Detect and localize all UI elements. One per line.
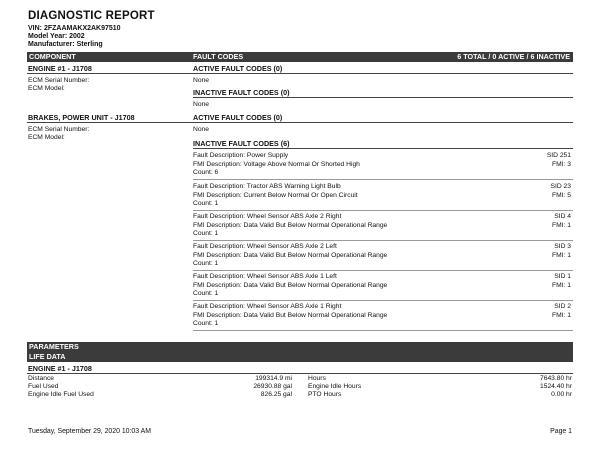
fault-codes-column-header: FAULT CODES xyxy=(193,52,244,61)
param-value: 7643.80 hr xyxy=(540,375,572,382)
fault-summary: 6 TOTAL / 0 ACTIVE / 6 INACTIVE xyxy=(457,52,570,61)
fault-description: Fault Description: Wheel Sensor ABS Axle 1 Right xyxy=(193,303,342,310)
fault-sid: SID 3 xyxy=(554,243,571,250)
fault-count: Count: 1 xyxy=(193,320,219,328)
footer-date: Tuesday, September 29, 2020 10:03 AM xyxy=(28,428,151,435)
param-value: 826.25 gal xyxy=(260,391,292,398)
engine-active-heading: ACTIVE FAULT CODES (0) xyxy=(193,64,283,73)
fault-fmi: FMI: 1 xyxy=(552,221,571,229)
fault-description: Fault Description: Wheel Sensor ABS Axle 2 Left xyxy=(193,243,337,250)
fault-count: Count: 1 xyxy=(193,290,219,298)
vehicle-info xyxy=(28,25,121,50)
fault-divider xyxy=(193,330,573,331)
engine-ecm-serial-label: ECM Serial Number: xyxy=(28,77,90,84)
fmi-description: FMI Description: Current Below Normal Or Open Circuit xyxy=(193,191,358,199)
fault-divider xyxy=(193,210,573,211)
params-divider xyxy=(27,373,573,374)
fault-entry xyxy=(193,243,573,269)
fault-fmi: FMI: 1 xyxy=(552,251,571,259)
manufacturer-text: Manufacturer: Sterling xyxy=(28,41,103,49)
engine-ecm-model-label: ECM Model: xyxy=(28,85,65,92)
engine-inactive-divider xyxy=(193,97,573,98)
fault-entry xyxy=(193,183,573,209)
brakes-active-heading: ACTIVE FAULT CODES (0) xyxy=(193,113,283,122)
fault-divider xyxy=(193,179,573,180)
fault-fmi: FMI: 3 xyxy=(552,160,571,168)
parameters-heading: PARAMETERS xyxy=(29,342,79,351)
engine-component-name: ENGINE #1 - J1708 xyxy=(28,64,92,73)
param-label: Hours xyxy=(308,375,326,382)
param-label: Engine Idle Fuel Used xyxy=(28,391,94,398)
fmi-description: FMI Description: Voltage Above Normal Or Shorted High xyxy=(193,160,360,168)
param-value: 1524.40 hr xyxy=(540,383,572,390)
fmi-description: FMI Description: Data Valid But Below Normal Operational Range xyxy=(193,251,388,259)
fault-count: Count: 6 xyxy=(193,169,219,177)
report-title: DIAGNOSTIC REPORT xyxy=(28,10,155,22)
brakes-component-name: BRAKES, POWER UNIT - J1708 xyxy=(28,113,135,122)
fault-codes-header-bar xyxy=(27,52,573,62)
fault-count: Count: 1 xyxy=(193,230,219,238)
fmi-description: FMI Description: Data Valid But Below Normal Operational Range xyxy=(193,221,388,229)
param-label: Engine Idle Hours xyxy=(308,383,362,390)
brakes-section-divider xyxy=(27,122,573,123)
fault-description: Fault Description: Tractor ABS Warning Light Bulb xyxy=(193,183,341,190)
brakes-ecm-model-label: ECM Model: xyxy=(28,134,65,141)
param-label: Distance xyxy=(28,375,55,382)
vin-text: VIN: 2FZAAMAKX2AK97510 xyxy=(28,25,121,32)
fault-description: Fault Description: Wheel Sensor ABS Axle 1 Left xyxy=(193,273,337,280)
fault-divider xyxy=(193,300,573,301)
param-label: Fuel Used xyxy=(28,383,59,390)
fault-fmi: FMI: 1 xyxy=(552,281,571,289)
fault-divider xyxy=(193,270,573,271)
fault-sid: SID 2 xyxy=(554,303,571,310)
brakes-ecm-serial-label: ECM Serial Number: xyxy=(28,126,90,133)
engine-active-none: None xyxy=(193,77,209,84)
param-value: 199314.9 mi xyxy=(255,375,292,382)
model-year-text: Model Year: 2002 xyxy=(28,33,85,41)
fault-entry xyxy=(193,273,573,299)
component-column-header: COMPONENT xyxy=(29,52,76,61)
brakes-inactive-divider xyxy=(193,148,573,149)
param-label: PTO Hours xyxy=(308,391,342,398)
fault-sid: SID 23 xyxy=(550,183,571,190)
param-value: 0.00 hr xyxy=(551,391,572,398)
life-data-header-bar xyxy=(27,352,573,362)
fault-sid: SID 251 xyxy=(546,152,571,159)
param-value: 26930.88 gal xyxy=(253,383,292,390)
fault-entry xyxy=(193,213,573,239)
life-data-heading: LIFE DATA xyxy=(29,352,66,361)
fault-fmi: FMI: 1 xyxy=(552,311,571,319)
fault-count: Count: 1 xyxy=(193,200,219,208)
engine-section-divider xyxy=(27,73,573,74)
fault-description: Fault Description: Wheel Sensor ABS Axle 2 Right xyxy=(193,213,342,220)
brakes-active-none: None xyxy=(193,126,209,133)
engine-inactive-none: None xyxy=(193,101,209,108)
parameters-header-bar xyxy=(27,342,573,352)
fmi-description: FMI Description: Data Valid But Below Normal Operational Range xyxy=(193,281,388,289)
engine-inactive-heading: INACTIVE FAULT CODES (0) xyxy=(193,88,290,97)
fault-entry xyxy=(193,152,573,178)
fault-divider xyxy=(193,240,573,241)
fault-fmi: FMI: 5 xyxy=(552,191,571,199)
brakes-inactive-heading: INACTIVE FAULT CODES (6) xyxy=(193,139,290,148)
fault-sid: SID 1 xyxy=(554,273,571,280)
fault-count: Count: 1 xyxy=(193,260,219,268)
fmi-description: FMI Description: Data Valid But Below Normal Operational Range xyxy=(193,311,388,319)
footer-page-number: Page 1 xyxy=(550,428,572,435)
params-engine-name: ENGINE #1 - J1708 xyxy=(28,364,92,373)
fault-entry xyxy=(193,303,573,329)
fault-sid: SID 4 xyxy=(554,213,571,220)
fault-description: Fault Description: Power Supply xyxy=(193,152,289,159)
